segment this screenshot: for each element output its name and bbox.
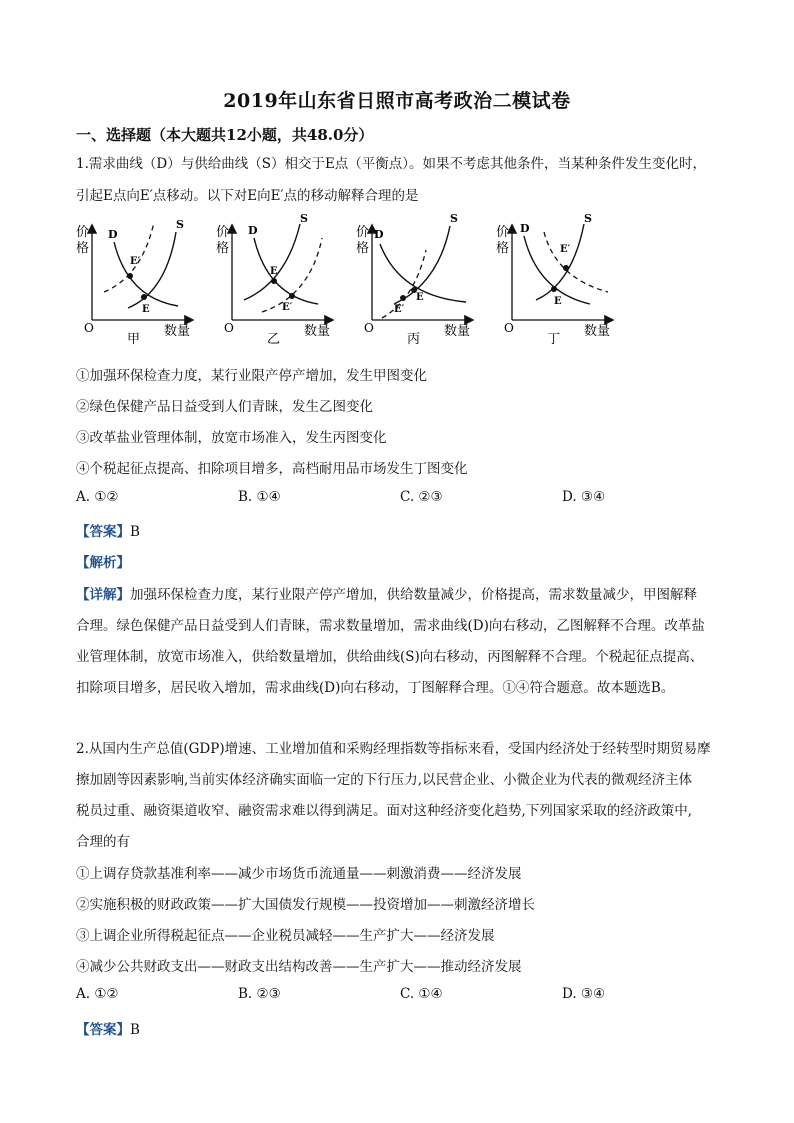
graph-bing-origin: O bbox=[364, 321, 374, 335]
graph-bing-quantity: 数量 bbox=[444, 324, 471, 339]
q2-answer bbox=[76, 1018, 140, 1038]
graph-jia-e-prime-label: E′ bbox=[130, 256, 141, 267]
q2-option-c[interactable]: C. ①④ bbox=[400, 986, 443, 1002]
q1-statement-1: ①加强环保检查力度，某行业限产停产增加，发生甲图变化 bbox=[76, 368, 427, 384]
graph-yi bbox=[216, 212, 332, 347]
q1-statement-4: ④个税起征点提高、扣除项目增多，高档耐用品市场发生丁图变化 bbox=[76, 461, 468, 477]
q1-option-a[interactable]: A. ①② bbox=[76, 489, 119, 505]
q2-stem-line-4: 合理的有 bbox=[76, 834, 130, 850]
graph-jia bbox=[76, 218, 192, 347]
graph-yi-point-e bbox=[271, 278, 277, 284]
graph-yi-name: 乙 bbox=[267, 332, 281, 347]
graph-yi-point-e-prime bbox=[289, 293, 295, 299]
q1-option-d[interactable]: D. ③④ bbox=[562, 489, 606, 505]
q2-statement-2: ②实施积极的财政政策——扩大国债发行规模——投资增加——刺激经济增长 bbox=[76, 897, 535, 913]
graph-jia-s-label: S bbox=[176, 218, 184, 231]
graph-ding-origin: O bbox=[504, 321, 514, 335]
graph-ding-price-bottom: 格 bbox=[496, 241, 510, 256]
section-heading: 一、选择题（本大题共12小题，共48.0分） bbox=[76, 126, 374, 144]
graph-yi-price-top: 价 bbox=[216, 225, 230, 240]
q1-option-b[interactable]: B. ①④ bbox=[238, 489, 281, 505]
q2-option-a[interactable]: A. ①② bbox=[76, 986, 119, 1002]
graph-yi-e-label: E bbox=[270, 266, 278, 277]
graph-ding-new-demand-curve bbox=[544, 232, 608, 292]
graph-yi-price-bottom: 格 bbox=[216, 241, 230, 256]
graphs-svg bbox=[70, 208, 630, 358]
graph-ding-s-label: S bbox=[584, 212, 592, 225]
q2-stem-line-3: 税员过重、融资渠道收窄、融资需求难以得到满足。面对这种经济变化趋势,下列国家采取的经济政策中, bbox=[76, 803, 693, 819]
page-title: 2019年山东省日照市高考政治二模试卷 bbox=[223, 90, 571, 112]
graph-bing-price-top: 价 bbox=[356, 225, 370, 240]
graph-ding-quantity: 数量 bbox=[584, 324, 611, 339]
q1-option-c[interactable]: C. ②③ bbox=[400, 489, 443, 505]
graph-yi-e-prime-label: E′ bbox=[282, 302, 293, 313]
q2-statement-3: ③上调企业所得税起征点——企业税员减轻——生产扩大——经济发展 bbox=[76, 928, 495, 944]
graph-jia-point-e bbox=[141, 294, 147, 300]
q1-supply-demand-graphs bbox=[70, 208, 630, 358]
graph-ding-name: 丁 bbox=[547, 332, 561, 347]
graph-bing-s-label: S bbox=[450, 212, 458, 225]
graph-bing-price-bottom: 格 bbox=[356, 241, 370, 256]
graph-jia-d-label: D bbox=[108, 228, 118, 241]
graph-ding-supply-curve bbox=[536, 224, 584, 300]
graph-bing bbox=[356, 212, 472, 347]
q2-option-b[interactable]: B. ②③ bbox=[238, 986, 281, 1002]
graph-ding-e-prime-label: E′ bbox=[560, 244, 571, 255]
graph-ding-point-e-prime bbox=[563, 265, 569, 271]
graph-yi-d-label: D bbox=[248, 224, 258, 237]
graph-jia-quantity: 数量 bbox=[164, 324, 191, 339]
q2-statement-4: ④减少公共财政支出——财政支出结构改善——生产扩大——推动经济发展 bbox=[76, 959, 522, 975]
q1-analysis-heading bbox=[76, 551, 130, 571]
graph-jia-price-bottom: 格 bbox=[76, 241, 90, 256]
graph-jia-origin: O bbox=[84, 321, 94, 335]
q2-stem-line-2: 擦加剧等因素影响,当前实体经济确实面临一定的下行压力,以民营企业、小微企业为代表的微观经济主体 bbox=[76, 772, 693, 788]
q1-statement-2: ②绿色保健产品日益受到人们青睐，发生乙图变化 bbox=[76, 399, 373, 415]
graph-bing-d-label: D bbox=[374, 228, 384, 241]
q1-detail-line-1 bbox=[76, 583, 697, 603]
graph-ding-point-e bbox=[551, 286, 557, 292]
q2-stem-line-1: 2.从国内生产总值(GDP)增速、工业增加值和采购经理指数等指标来看，受国内经济处于经转型时期贸易摩 bbox=[76, 741, 711, 757]
q1-analysis-tag: 【解析】 bbox=[76, 555, 130, 571]
graph-jia-name: 甲 bbox=[127, 332, 141, 347]
q2-option-d[interactable]: D. ③④ bbox=[562, 986, 606, 1002]
graph-yi-quantity: 数量 bbox=[304, 324, 331, 339]
graph-yi-origin: O bbox=[224, 321, 234, 335]
q2-answer-tag: 【答案】 bbox=[76, 1022, 130, 1038]
graph-jia-price-top: 价 bbox=[76, 225, 90, 240]
graph-yi-s-label: S bbox=[300, 212, 308, 225]
q2-answer-value: B bbox=[130, 1022, 140, 1038]
graph-bing-name: 丙 bbox=[407, 332, 421, 347]
graph-jia-point-e-prime bbox=[127, 273, 133, 279]
q1-detail-line-3: 业管理体制，放宽市场准入，供给数量增加，供给曲线(S)向右移动，丙图解释不合理。个税起征点提高、 bbox=[76, 649, 704, 665]
q1-answer-tag: 【答案】 bbox=[76, 524, 130, 540]
q1-detail-tag: 【详解】 bbox=[76, 587, 130, 603]
q1-detail-line-4: 扣除项目增多，居民收入增加，需求曲线(D)向右移动，丁图解释合理。①④符合题意。故本题选B。 bbox=[76, 680, 675, 696]
graph-yi-demand-curve bbox=[254, 238, 318, 304]
graph-jia-e-label: E bbox=[142, 304, 150, 315]
graph-bing-e-prime-label: E′ bbox=[394, 304, 405, 315]
graph-ding-e-label: E bbox=[554, 296, 562, 307]
q1-stem-line-1: 1.需求曲线（D）与供给曲线（S）相交于E点（平衡点）。如果不考虑其他条件，当某种条件发生变化时， bbox=[76, 156, 707, 172]
q1-stem-line-2: 引起E点向E′点移动。以下对E向E′点的移动解释合理的是 bbox=[76, 188, 419, 204]
q1-answer bbox=[76, 520, 140, 540]
graph-bing-point-e-prime bbox=[400, 295, 406, 301]
graph-bing-e-label: E bbox=[416, 292, 424, 303]
q2-statement-1: ①上调存贷款基准利率——减少市场货币流通量——刺激消费——经济发展 bbox=[76, 866, 522, 882]
graph-ding-price-top: 价 bbox=[496, 225, 510, 240]
q1-detail-text-1: 加强环保检查力度，某行业限产停产增加，供给数量减少，价格提高，需求数量减少，甲图解释 bbox=[130, 587, 697, 603]
q1-statement-3: ③改革盐业管理体制，放宽市场准入，发生丙图变化 bbox=[76, 430, 387, 446]
graph-ding bbox=[496, 212, 612, 347]
graph-ding-d-label: D bbox=[520, 222, 530, 235]
q1-answer-value: B bbox=[130, 524, 140, 540]
q1-detail-line-2: 合理。绿色保健产品日益受到人们青睐，需求数量增加，需求曲线(D)向右移动，乙图解释不合理。改革盐 bbox=[76, 618, 705, 634]
graph-ding-demand-curve bbox=[524, 236, 590, 304]
